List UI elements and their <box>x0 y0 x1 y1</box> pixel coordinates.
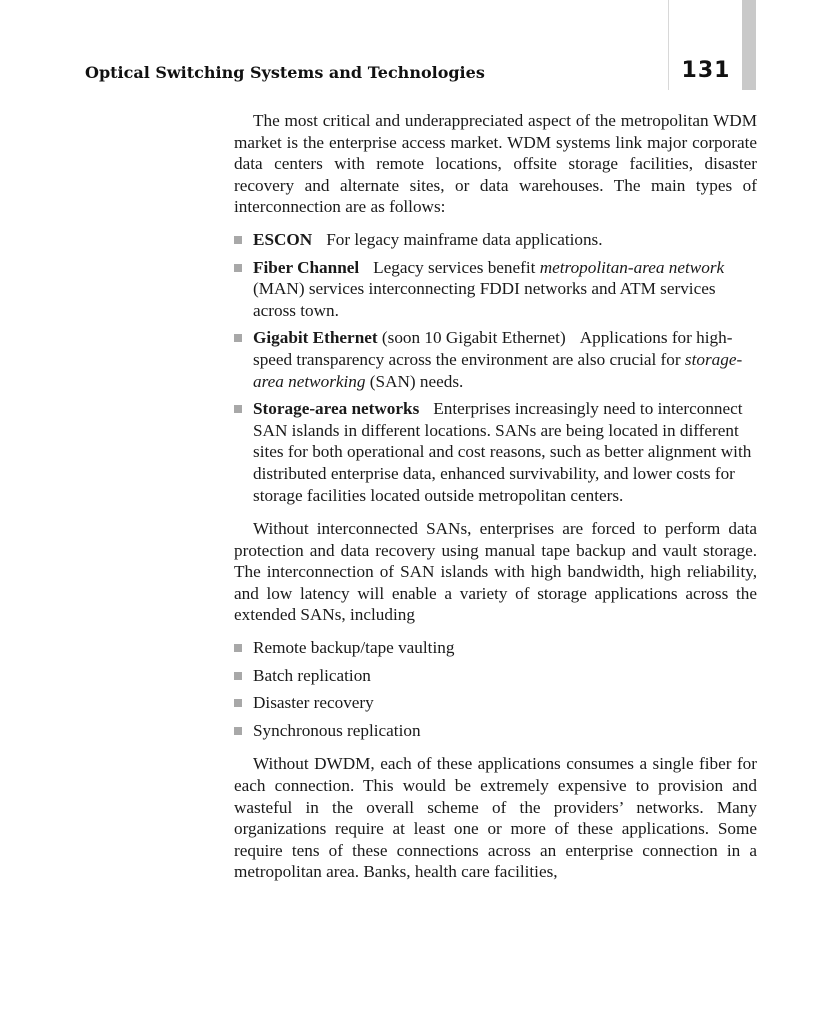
item-text: (MAN) services interconnecting FDDI networks and ATM services across town. <box>253 279 716 320</box>
item-text: For legacy mainframe data applications. <box>326 229 603 249</box>
paragraph-dwdm: Without DWDM, each of these applications consumes a single fiber for each connection. This would be extremely expensive to provision and wasteful in the overall scheme of the providers’ networks. Many organizations require at least one or more of these applications. Some require tens of these connections across an enterprise connection in a metropolitan area. Banks, health care facilities, <box>234 754 757 882</box>
square-bullet-icon <box>234 644 242 652</box>
term-fiber-channel: Fiber Channel <box>253 257 360 277</box>
square-bullet-icon <box>234 672 242 680</box>
paragraph-sans: Without interconnected SANs, enterprises are forced to perform data protection and data recovery using manual tape backup and vault storage. The interconnection of SAN islands with high bandwidth, high reliability, and low latency will enable a variety of storage applications across the extended SANs, including <box>234 519 757 625</box>
item-text: Legacy services benefit <box>373 257 540 277</box>
term-note: (soon 10 Gigabit Ethernet) <box>377 328 566 348</box>
application-list <box>234 637 757 741</box>
square-bullet-icon <box>234 699 242 707</box>
square-bullet-icon <box>234 236 242 244</box>
term-escon: ESCON <box>253 229 313 249</box>
item-emphasis: metropolitan-area network <box>539 257 725 277</box>
running-head: Optical Switching Systems and Technologies <box>85 63 485 82</box>
item-text: Synchronous replication <box>253 720 421 740</box>
list-item-gigabit-ethernet <box>234 327 757 392</box>
page-tab-shadow <box>742 0 756 90</box>
item-text: Applications for high-speed transparency across the environment are also crucial for <box>253 328 733 369</box>
item-text: Enterprises increasingly need to interconnect SAN islands in different locations. SANs are being located in different sites for both operational and cost reasons, such as better alignment with distributed enterprise data, enhanced survivability, and lower costs for storage facilities located outside metropolitan centers. <box>253 399 752 505</box>
page-number: 131 <box>681 58 731 83</box>
term-storage-area-networks: Storage-area networks <box>253 399 420 419</box>
list-item-fiber-channel <box>234 257 757 322</box>
interconnection-list <box>234 229 757 506</box>
list-item-storage-area-networks <box>234 398 757 506</box>
list-item <box>234 692 757 714</box>
list-item-escon <box>234 229 757 251</box>
square-bullet-icon <box>234 334 242 342</box>
paragraph-intro: The most critical and underappreciated aspect of the metropolitan WDM market is the enterprise access market. WDM systems link major corporate data centers with remote locations, offsite storage facilities, disaster recovery and alternate sites, or data warehouses. The main types of interconnection are as follows: <box>234 111 757 217</box>
square-bullet-icon <box>234 264 242 272</box>
item-emphasis: storage-area networking <box>253 349 743 391</box>
square-bullet-icon <box>234 727 242 735</box>
item-text: Batch replication <box>253 665 371 685</box>
list-item <box>234 637 757 659</box>
list-item <box>234 720 757 742</box>
item-text: Disaster recovery <box>253 693 374 713</box>
body-text <box>234 110 757 883</box>
list-item <box>234 665 757 687</box>
term-gigabit-ethernet: Gigabit Ethernet <box>253 328 378 348</box>
item-text: Remote backup/tape vaulting <box>253 638 455 658</box>
item-text: (SAN) needs. <box>365 371 464 391</box>
square-bullet-icon <box>234 405 242 413</box>
